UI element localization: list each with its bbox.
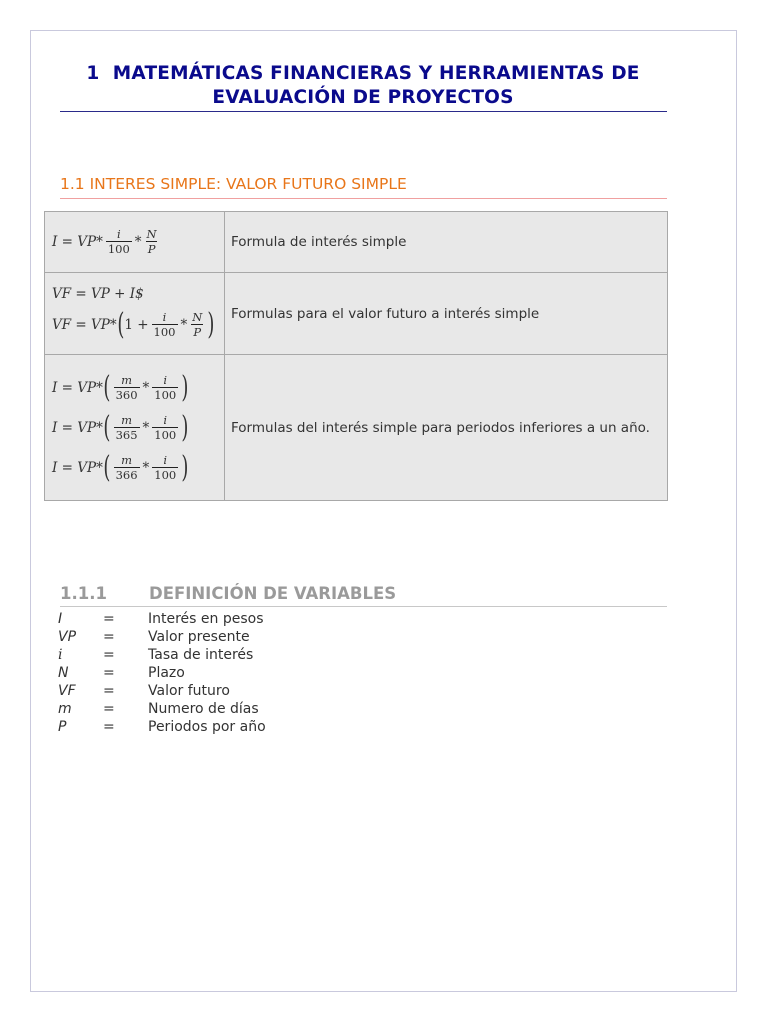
formula-future-value-1: VF = VP + I$ bbox=[52, 285, 144, 302]
formula-simple-interest: I = VP * $\frac{i}{100}$ * $\frac{N}{P}$ bbox=[52, 227, 157, 256]
formula-interest-366: I = VP * ( $\frac{m}{366}$ * $\frac{i}{100}$ ) bbox=[52, 449, 189, 485]
formula-cell bbox=[45, 212, 225, 273]
formula-description: Formula de interés simple bbox=[225, 212, 668, 273]
list-item: N = Plazo bbox=[58, 665, 185, 681]
formula-description: Formulas del interés simple para periodos inferiores a un año. bbox=[225, 355, 668, 501]
list-item: m = Numero de días bbox=[58, 701, 259, 717]
subsection-number: 1.1.1 bbox=[60, 584, 107, 603]
formula-cell bbox=[45, 273, 225, 355]
subsection-heading bbox=[60, 584, 396, 603]
chapter-title-line1: MATEMÁTICAS FINANCIERAS Y HERRAMIENTAS DE bbox=[112, 63, 640, 84]
list-item: P = Periodos por año bbox=[58, 719, 266, 735]
chapter-heading-rule bbox=[60, 111, 667, 112]
section-heading-rule bbox=[60, 198, 667, 199]
chapter-heading bbox=[60, 62, 666, 110]
list-item: VP = Valor presente bbox=[58, 629, 250, 645]
table-row bbox=[45, 212, 668, 273]
table-row bbox=[45, 355, 668, 501]
subsection-heading-rule bbox=[60, 606, 667, 607]
formula-interest-365: I = VP * ( $\frac{m}{365}$ * $\frac{i}{100}$ ) bbox=[52, 409, 189, 445]
chapter-title-line2: EVALUACIÓN DE PROYECTOS bbox=[212, 87, 514, 108]
chapter-number: 1 bbox=[86, 63, 100, 84]
list-item: VF = Valor futuro bbox=[58, 683, 230, 699]
section-heading: 1.1 INTERES SIMPLE: VALOR FUTURO SIMPLE bbox=[60, 175, 407, 193]
formula-interest-360: I = VP * ( $\frac{m}{360}$ * $\frac{i}{100}$ ) bbox=[52, 369, 189, 405]
variable-list bbox=[58, 610, 266, 736]
list-item: I = Interés en pesos bbox=[58, 611, 264, 627]
formula-future-value-2: VF = VP * ( 1 + $\frac{i}{100}$ * $\frac{N}{P}$ ) bbox=[52, 306, 215, 342]
formula-description: Formulas para el valor futuro a interés simple bbox=[225, 273, 668, 355]
table-row bbox=[45, 273, 668, 355]
formulas-table bbox=[44, 211, 668, 501]
list-item: i = Tasa de interés bbox=[58, 647, 254, 663]
formula-cell bbox=[45, 355, 225, 501]
subsection-title: DEFINICIÓN DE VARIABLES bbox=[149, 584, 397, 603]
